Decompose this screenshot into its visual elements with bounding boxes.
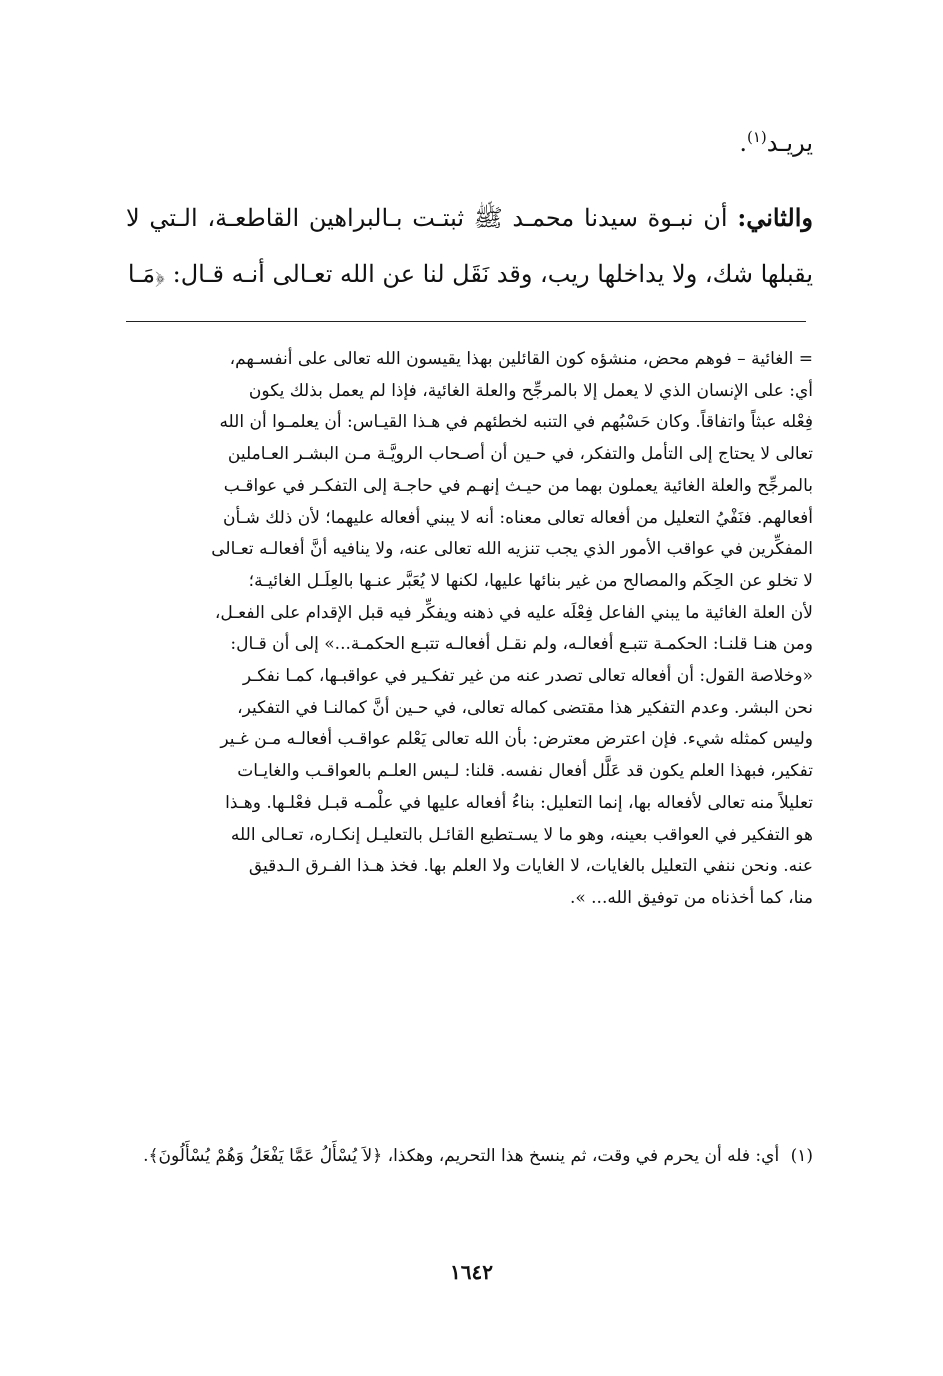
footnote-1 xyxy=(126,1138,813,1174)
footnote-reference[interactable]: (١) xyxy=(746,128,767,146)
footnote-line: عنه. ونحن ننفي التعليل بالغايات، لا الغايات ولا العلم بها. فخذ هـذا الفـرق الـدقيق xyxy=(248,856,813,877)
footnote-divider xyxy=(126,321,806,322)
footnote-line: ومن هنـا قلنـا: الحكمـة تتبـع أفعالـه، ولم نقـل أفعالـه تتبـع الحكمـة...» إلى أن قـال: xyxy=(230,634,813,655)
main-paragraph xyxy=(126,190,813,302)
paragraph-text: أن نبـوة سيدنا محمـد ﷺ ثبتـت بـالبراهين القاطعـة، الـتي لا يقبلها شك، ولا يداخلها ريب، وقد نَقَل لنا عن الله تعـالى أنـه قـال: ﴿مَـا xyxy=(126,204,813,288)
footnote-line: نحن البشر. وعدم التفكير هذا مقتضى كماله تعالى، في حـين أنَّ كمالنـا في التفكير، xyxy=(237,697,813,718)
footnote-line: تعالى لا يحتاج إلى التأمل والتفكر، في حـين أن أصـحاب الرويَّـة مـن البشـر العـاملين xyxy=(227,444,813,465)
footnote-line: أفعالهم. فنَفْيُ التعليل من أفعاله تعالى معناه: أنه لا يبني أفعاله عليهما؛ لأن ذلك شـأن xyxy=(222,507,813,528)
footnote-line: تعليلاً منه تعالى لأفعاله بها، إنما التعليل: بناءُ أفعاله عليها في علْمـه قبـل فعْلـها. وهـذا xyxy=(225,792,813,813)
footnote-line: لأن العلة الغائية ما يبني الفاعل فِعْلَه عليه في ذهنه ويفكِّر فيه قبل الإقدام على الفعـل، xyxy=(214,602,813,623)
footnote-line: أي: على الإنسان الذي لا يعمل إلا بالمرجِّح والعلة الغائية، فإذا لم يعمل بذلك يكون xyxy=(248,380,813,401)
footnote-line: منا، كما أخذناه من توفيق الله... ». xyxy=(569,887,813,908)
footnote-line: المفكِّرين في عواقب الأمور الذي يجب تنزيه الله تعالى عنه، ولا ينافيه أنَّ أفعالـه تعـالى xyxy=(211,539,813,560)
footnote-line: لا تخلو عن الحِكَم والمصالح من غير بنائها عليها، لكنها لا يُعَبَّر عنـها بالعِلَـل الغائيـة؛ xyxy=(248,570,813,591)
footnote-line: وليس كمثله شيء. فإن اعترض معترض: بأن الله تعالى يَعْلم عواقـب أفعالـه مـن غـير xyxy=(220,729,813,750)
main-text-fragment xyxy=(393,128,813,157)
footnote-continuation xyxy=(126,344,813,915)
paragraph-lead: والثاني: xyxy=(737,203,813,232)
fragment-word: يريـد xyxy=(766,129,813,157)
footnote-line: هو التفكير في العواقب بعينه، وهو ما لا يسـتطيع القائـل بالتعليـل إنكـاره، تعـالى الله xyxy=(230,824,813,845)
footnote-line: تفكير، فبهذا العلم يكون قد عَلَّل أفعال نفسه. قلنا: لـيس العلـم بالعواقـب والغايـات xyxy=(237,761,813,782)
footnote-marker: (١) xyxy=(790,1146,813,1166)
footnote-line: بالمرجِّح والعلة الغائية يعملون بهما من حيـث إنهـم في حاجـة إلى التفكـر في عواقـب xyxy=(223,475,813,496)
page-number: ١٦٤٢ xyxy=(450,1260,493,1284)
footnote-text: أي: فله أن يحرم في وقت، ثم ينسخ هذا التحريم، وهكذا، ﴿لاَ يُسْأَلُ عَمَّا يَفْعَلُ وَهُمْ يُسْأَلُونَ﴾. xyxy=(143,1146,780,1166)
fragment-end: . xyxy=(739,129,747,157)
footnote-line: «وخلاصة القول: أن أفعاله تعالى تصدر عنه من غير تفكـير في عواقبـها، كمـا نفكـر xyxy=(242,666,813,687)
footnote-line: فِعْله عبثاً واتفاقاً. وكان حَسْبُهم في التنبه لخطئهم في هـذا القيـاس: أن يعلمـوا أن الله xyxy=(219,412,813,433)
footnote-line: = الغائية – فوهم محض، منشؤه كون القائلين بهذا يقيسون الله تعالى على أنفسـهم، xyxy=(229,349,813,369)
